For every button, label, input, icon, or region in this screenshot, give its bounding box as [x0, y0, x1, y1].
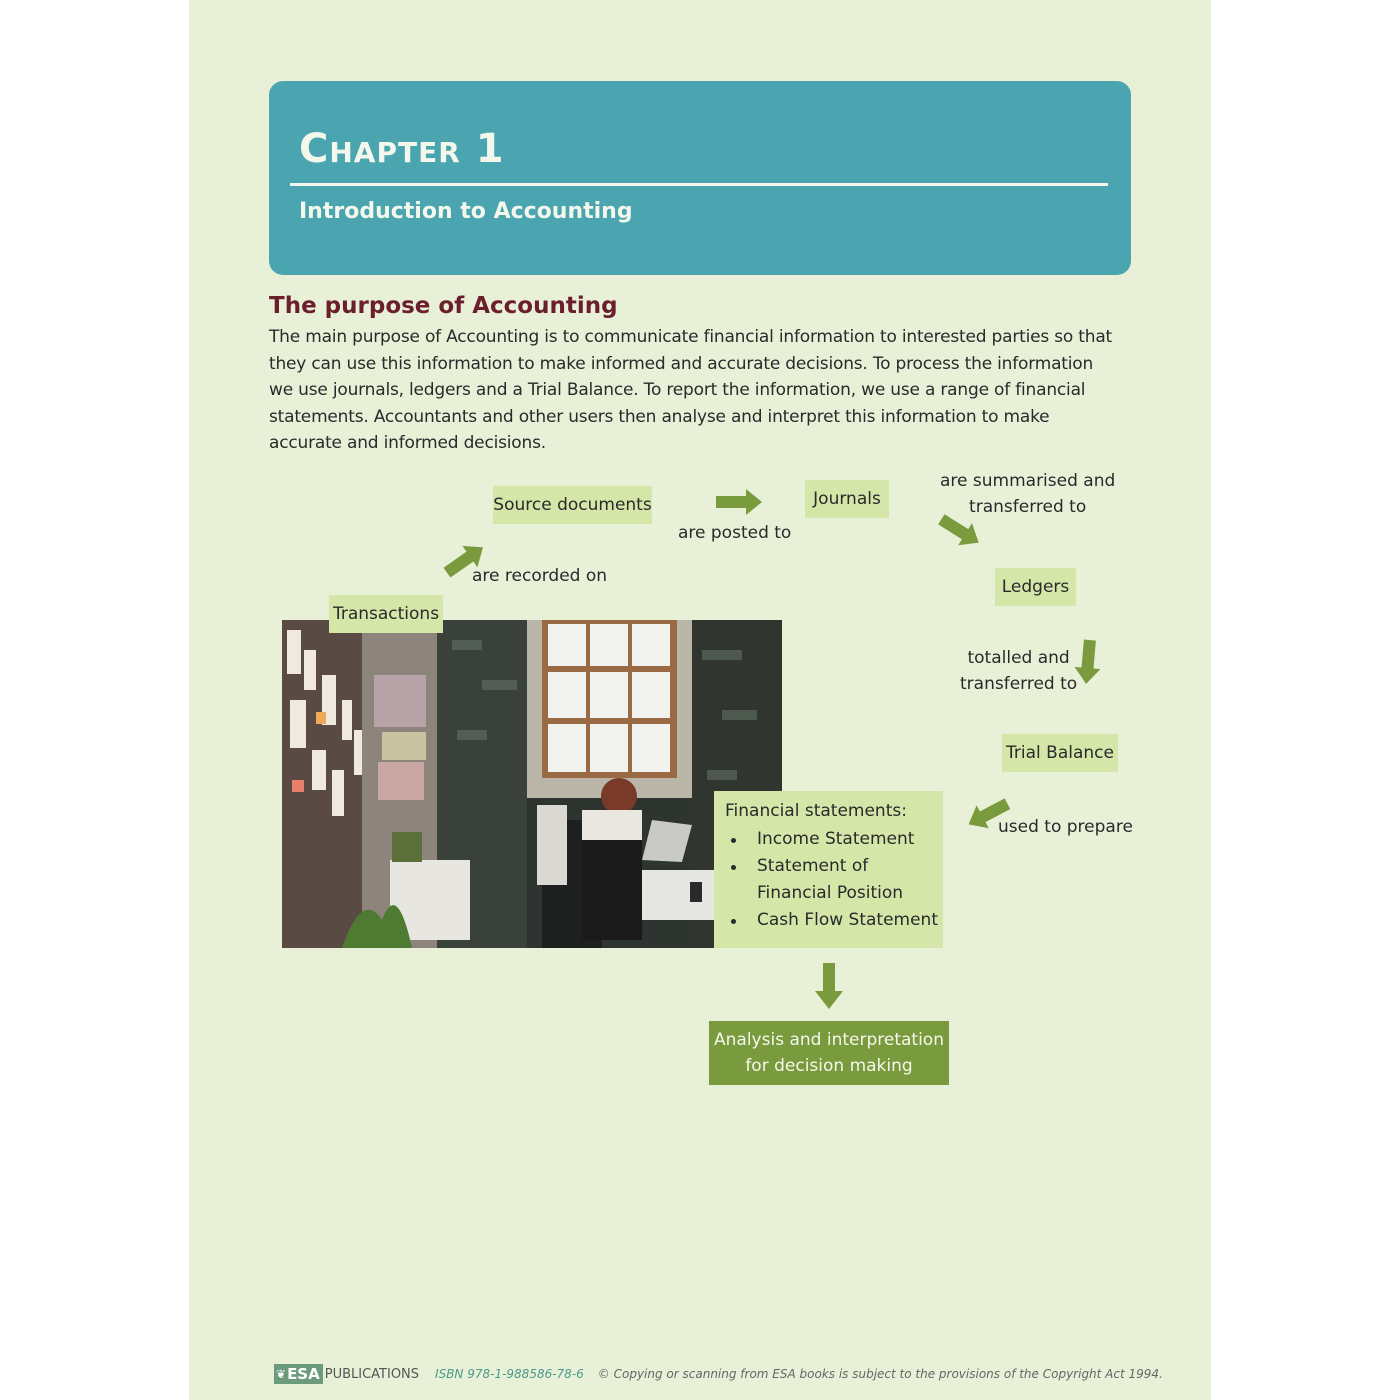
posted-to-label: are posted to — [678, 523, 792, 543]
logo-text: ESA — [287, 1365, 320, 1383]
arrow-down-right-icon — [935, 510, 985, 552]
isbn: ISBN 978-1-988586-78-6 — [435, 1367, 584, 1381]
arrow-down-icon — [813, 961, 845, 1011]
chapter-subtitle: Introduction to Accounting — [299, 199, 633, 224]
office-photo-illustration — [282, 620, 782, 948]
section-heading: The purpose of Accounting — [269, 293, 618, 319]
footer — [274, 1363, 1163, 1385]
arrow-right-icon — [714, 487, 764, 517]
recorded-on-label: are recorded on — [472, 566, 608, 586]
totalled-label-line2: transferred to — [960, 674, 1078, 694]
body-paragraph: The main purpose of Accounting is to communicate financial information to interested parties so that they can use this information to make informed and accurate decisions. To process the information we use journals, ledgers and a Trial Balance. To report the information, we use a range of financial statements. Accountants and other users then analyse and interpret this information to make accurate and informed decisions. — [269, 327, 1113, 453]
financial-statements-box — [714, 791, 943, 948]
list-item: Cash Flow Statement — [725, 907, 943, 934]
esa-logo — [274, 1364, 323, 1384]
list-item: Statement of Financial Position — [725, 853, 943, 907]
chapter-rule — [290, 183, 1108, 186]
totalled-label — [960, 645, 1077, 697]
summarised-label-line2: transferred to — [969, 497, 1087, 517]
source-documents-box: Source documents — [493, 486, 652, 524]
arrow-down-icon — [1073, 637, 1103, 687]
journals-box: Journals — [805, 480, 889, 518]
list-item: Income Statement — [725, 826, 943, 853]
arrow-up-right-icon — [440, 540, 490, 580]
chapter-title: Chapter 1 — [299, 126, 505, 172]
ledgers-box: Ledgers — [995, 568, 1076, 606]
financial-statements-list — [725, 826, 943, 934]
used-to-prepare-label: used to prepare — [998, 817, 1133, 837]
totalled-label-line1: totalled and — [967, 648, 1070, 668]
transactions-box: Transactions — [329, 595, 443, 633]
analysis-line2: for decision making — [745, 1056, 913, 1076]
office-photo — [282, 620, 782, 948]
arrow-down-left-icon — [962, 794, 1014, 834]
chapter-banner — [269, 81, 1131, 275]
copyright-notice: © Copying or scanning from ESA books is subject to the provisions of the Copyright Act 1994. — [597, 1367, 1163, 1381]
leaf-icon: ❦ — [276, 1367, 287, 1381]
financial-statements-title: Financial statements: — [725, 801, 907, 821]
analysis-box — [709, 1021, 949, 1085]
publisher-name: PUBLICATIONS — [324, 1366, 420, 1382]
analysis-line1: Analysis and interpretation — [714, 1030, 944, 1050]
summarised-label-line1: are summarised and — [940, 471, 1116, 491]
trial-balance-box: Trial Balance — [1002, 734, 1118, 772]
